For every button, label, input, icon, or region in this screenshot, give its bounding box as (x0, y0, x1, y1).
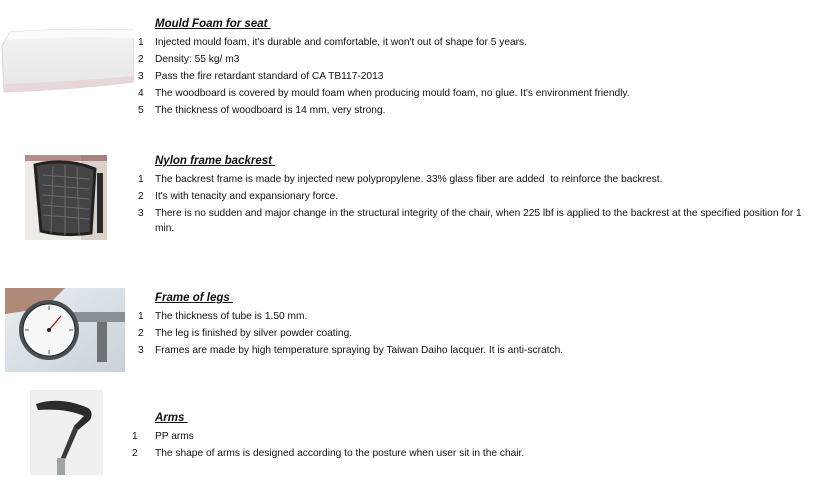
caliper-image (5, 288, 125, 372)
item-text: Density: 55 kg/ m3 (155, 54, 240, 65)
item-number: 3 (138, 345, 144, 356)
item-text: Injected mould foam, it's durable and comfortable, it won't out of shape for 5 years. (155, 37, 527, 48)
item-number: 5 (138, 105, 144, 116)
item-text: PP arms (155, 431, 194, 442)
section-title: Frame of legs (155, 292, 233, 304)
item-text: Frames are made by high temperature spraying by Taiwan Daiho lacquer. It is anti-scratch. (155, 345, 564, 356)
item-number: 2 (132, 448, 138, 459)
item-number: 4 (138, 88, 144, 99)
item-number: 3 (138, 71, 144, 82)
item-text: The woodboard is covered by mould foam when producing mould foam, no glue. It's environment friendly. (155, 88, 630, 99)
section-title: Mould Foam for seat (155, 18, 271, 30)
item-text: The thickness of woodboard is 14 mm, very strong. (155, 105, 386, 116)
item-text: There is no sudden and major change in the structural integrity of the chair, when 225 lbf is applied to the backrest at the specified position for 1 min. (155, 208, 805, 234)
item-number: 1 (132, 431, 138, 442)
item-text: The leg is finished by silver powder coating. (155, 328, 353, 339)
item-text: It's with tenacity and expansionary force. (155, 191, 339, 202)
item-text: Pass the fire retardant standard of CA TB117-2013 (155, 71, 384, 82)
item-text: The backrest frame is made by injected new polypropylene. 33% glass fiber are added to reinforce the backrest. (155, 174, 663, 185)
item-text: The thickness of tube is 1.50 mm. (155, 311, 308, 322)
item-number: 2 (138, 328, 144, 339)
section-title: Nylon frame backrest (155, 155, 276, 167)
item-number: 1 (138, 174, 144, 185)
foam-seat-image (0, 26, 134, 96)
item-number: 3 (138, 208, 144, 219)
section-title: Arms (155, 412, 188, 424)
item-number: 2 (138, 54, 144, 65)
armrest-image (30, 390, 103, 475)
item-number: 2 (138, 191, 144, 202)
backrest-image (25, 155, 107, 240)
item-number: 1 (138, 311, 144, 322)
item-number: 1 (138, 37, 144, 48)
item-text: The shape of arms is designed according to the posture when user sit in the chair. (155, 448, 525, 459)
